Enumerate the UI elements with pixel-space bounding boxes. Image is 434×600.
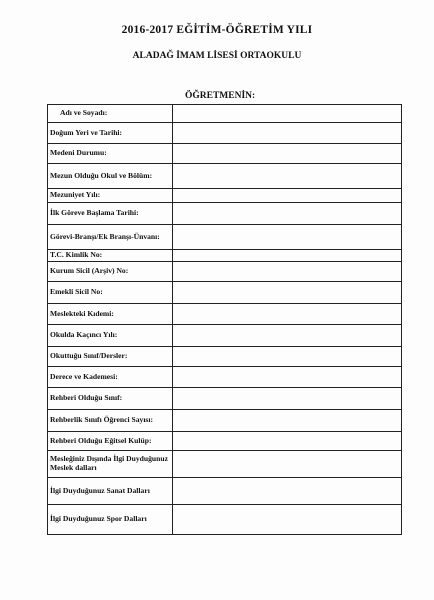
row-label xyxy=(48,304,173,325)
table-row xyxy=(48,189,402,203)
row-label-text: Okulda Kaçıncı Yılı: xyxy=(50,330,118,340)
row-value-field[interactable] xyxy=(173,451,402,478)
table-row xyxy=(48,388,402,410)
section-heading: ÖĞRETMENİN: xyxy=(185,91,256,101)
row-value-field[interactable] xyxy=(173,388,402,410)
teacher-info-table xyxy=(47,104,402,535)
row-value-field[interactable] xyxy=(173,505,402,535)
table-row xyxy=(48,325,402,347)
school-name: ALADAĞ İMAM LİSESİ ORTAOKULU xyxy=(132,51,302,61)
row-label xyxy=(48,144,173,164)
table-row xyxy=(48,262,402,282)
row-label xyxy=(48,189,173,203)
row-value-field[interactable] xyxy=(173,105,402,123)
row-value-field[interactable] xyxy=(173,189,402,203)
row-label xyxy=(48,388,173,410)
row-label xyxy=(48,410,173,432)
row-label xyxy=(48,262,173,282)
table-row xyxy=(48,304,402,325)
row-value-field[interactable] xyxy=(173,203,402,225)
row-value-field[interactable] xyxy=(173,347,402,367)
row-label xyxy=(48,105,173,123)
row-value-field[interactable] xyxy=(173,144,402,164)
row-label xyxy=(48,347,173,367)
table-row xyxy=(48,105,402,123)
row-label-text: Rehberi Olduğu Sınıf: xyxy=(50,393,123,403)
table-row xyxy=(48,367,402,388)
table-row xyxy=(48,432,402,451)
row-label-text: Adı ve Soyadı: xyxy=(60,108,108,118)
row-label xyxy=(48,478,173,505)
row-value-field[interactable] xyxy=(173,478,402,505)
document-title: 2016-2017 EĞİTİM-ÖĞRETİM YILI xyxy=(121,24,313,36)
row-label-text: Medeni Durumu: xyxy=(50,148,107,158)
row-value-field[interactable] xyxy=(173,164,402,189)
row-label xyxy=(48,451,173,478)
row-label-text: Derece ve Kademesi: xyxy=(50,371,118,381)
row-label-text: Doğum Yeri ve Tarihi: xyxy=(50,127,123,137)
row-value-field[interactable] xyxy=(173,282,402,304)
row-label-text: İlgi Duyduğunuz Spor Dalları xyxy=(50,514,147,524)
table-row xyxy=(48,250,402,262)
row-label-text: Rehberi Olduğu Eğitsel Kulüp: xyxy=(50,435,152,445)
row-label xyxy=(48,203,173,225)
table-row xyxy=(48,203,402,225)
row-label xyxy=(48,164,173,189)
row-value-field[interactable] xyxy=(173,225,402,250)
row-value-field[interactable] xyxy=(173,304,402,325)
row-label-text: Mezuniyet Yılı: xyxy=(50,190,101,200)
row-label-text: İlk Göreve Başlama Tarihi: xyxy=(50,208,139,218)
row-value-field[interactable] xyxy=(173,432,402,451)
row-value-field[interactable] xyxy=(173,250,402,262)
row-value-field[interactable] xyxy=(173,123,402,144)
row-value-field[interactable] xyxy=(173,367,402,388)
row-label-text: Mesleğiniz Dışında İlgi Duyduğunuz Meslek dalları xyxy=(50,454,168,472)
table-row xyxy=(48,347,402,367)
row-label-text: T.C. Kimlik No: xyxy=(50,250,103,260)
row-label xyxy=(48,325,173,347)
row-label-text: Emekli Sicil No: xyxy=(50,287,103,297)
row-value-field[interactable] xyxy=(173,410,402,432)
row-label-text: Rehberlik Sınıfı Öğrenci Sayısı: xyxy=(50,415,154,425)
row-label-text: Meslekteki Kıdemi: xyxy=(50,308,114,318)
row-label xyxy=(48,432,173,451)
table-row xyxy=(48,225,402,250)
row-label xyxy=(48,505,173,535)
table-row xyxy=(48,144,402,164)
table-row xyxy=(48,164,402,189)
row-label-text: Kurum Sicil (Arşiv) No: xyxy=(50,266,129,276)
row-label-text: İlgi Duyduğunuz Sanat Dalları xyxy=(50,485,150,495)
table-row xyxy=(48,505,402,535)
row-label xyxy=(48,367,173,388)
row-value-field[interactable] xyxy=(173,262,402,282)
row-value-field[interactable] xyxy=(173,325,402,347)
table-row xyxy=(48,282,402,304)
row-label xyxy=(48,282,173,304)
row-label-text: Mezun Olduğu Okul ve Bölüm: xyxy=(50,170,153,180)
row-label-text: Görevi-Branşı/Ek Branşı-Ünvanı: xyxy=(50,231,160,241)
row-label xyxy=(48,225,173,250)
table-row xyxy=(48,478,402,505)
table-row xyxy=(48,123,402,144)
table-row xyxy=(48,410,402,432)
table-row xyxy=(48,451,402,478)
row-label-text: Okuttuğu Sınıf/Dersler: xyxy=(50,351,128,361)
row-label xyxy=(48,250,173,262)
row-label xyxy=(48,123,173,144)
